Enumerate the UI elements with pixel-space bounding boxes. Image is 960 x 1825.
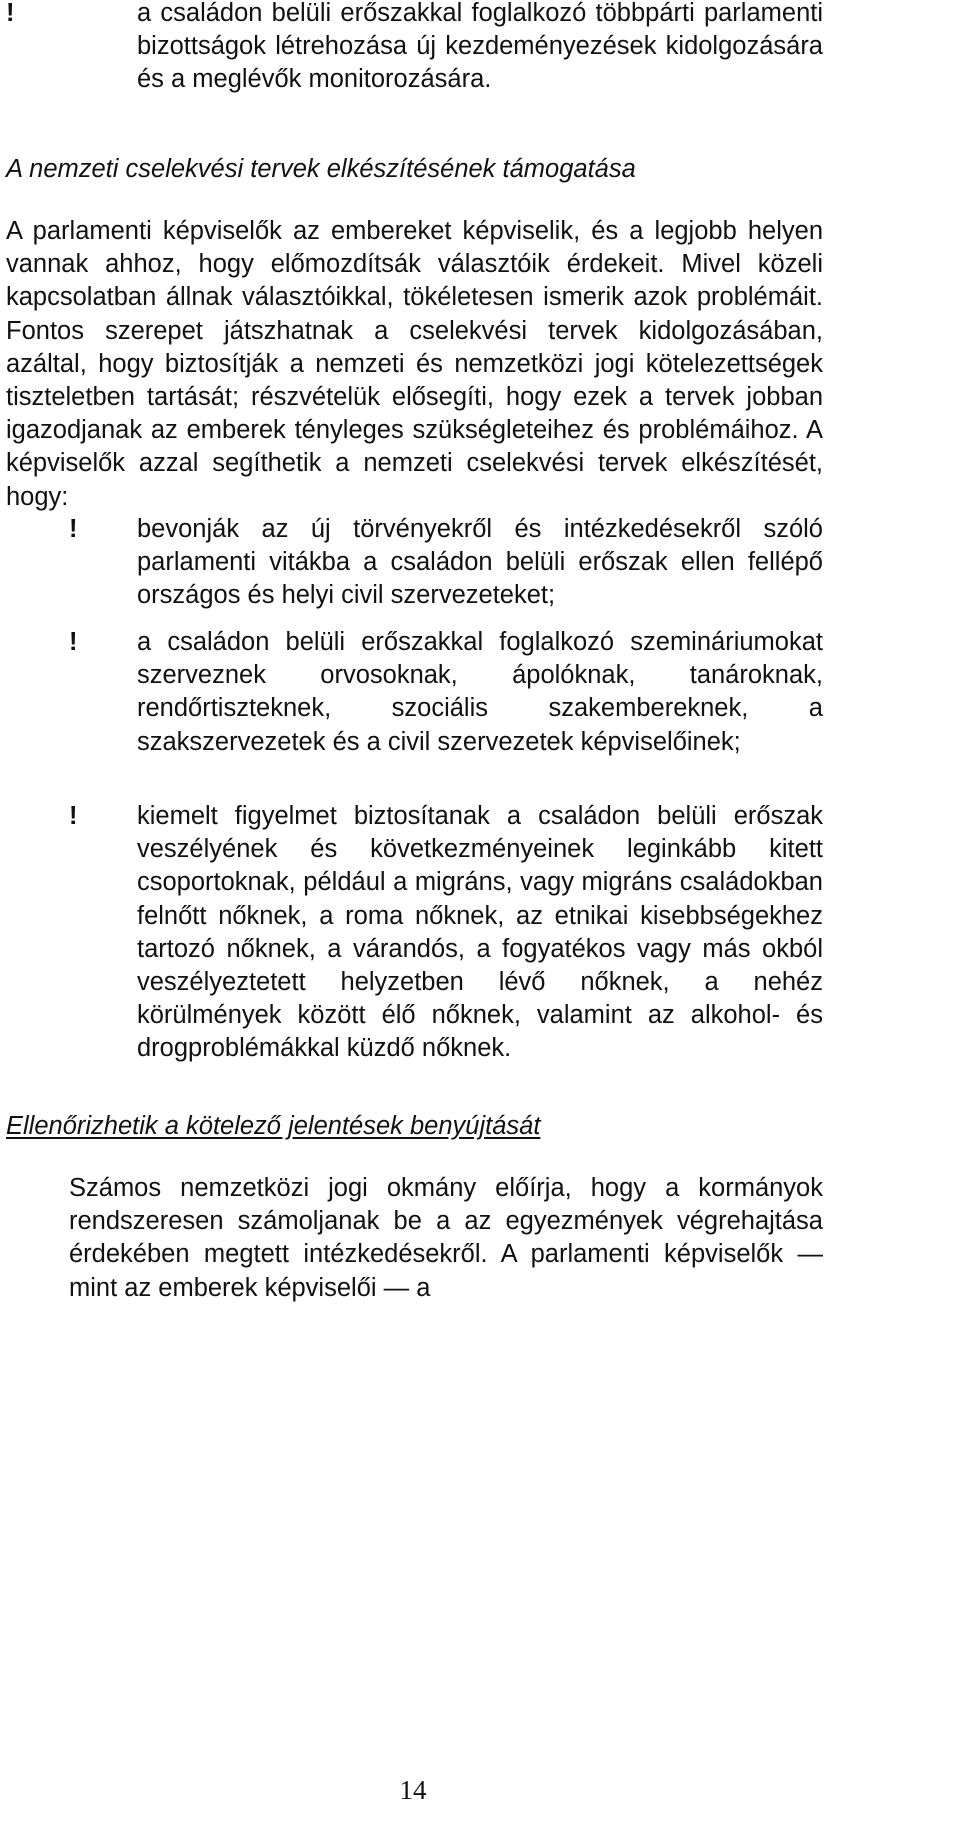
section-heading-text: Ellenőrizhetik a kötelező jelentések benyújtását — [6, 1112, 541, 1140]
page-number: 14 — [399, 1775, 427, 1805]
bullet-item-text: a családon belüli erőszakkal foglalkozó többpárti parlamenti bizottságok létrehozása új kezdeményezések kidolgozására és a meglévők monitorozására. — [137, 0, 823, 94]
section-heading — [6, 1110, 540, 1143]
bullet-item-text: bevonják az új törvényekről és intézkedésekről szóló parlamenti vitákba a családon belüli erőszak ellen fellépő országos és helyi civil szervezeteket; — [137, 515, 823, 610]
body-paragraph: A parlamenti képviselők az embereket képviselik, és a legjobb helyen vannak ahhoz, hogy előmozdítsák választóik érdekeit. Mivel közeli kapcsolatban állnak választóikkal, tökéletesen ismerik azok problémáit. Fontos szerepet játszhatnak a cselekvési tervek kidolgozásában, azáltal, hogy biztosítják a nemzeti és nemzetközi jogi kötelezettségek tiszteletben tartását; részvételük elősegíti, hogy ezek a tervek jobban igazodjanak az emberek tényleges szükségleteihez és problémáihoz. A képviselők azzal segíthetik a nemzeti cselekvési tervek elkészítését, hogy: — [6, 217, 823, 511]
bullet-item-text: kiemelt figyelmet biztosítanak a családon belüli erőszak veszélyének és következményeinek leginkább kitett csoportoknak, például a migráns, vagy migráns családokban felnőtt nőknek, a roma nőknek, az etnikai kisebbségekhez tartozó nőknek, a várandós, a fogyatékos vagy más okból veszélyeztetett helyzetben lévő nőknek, a nehéz körülmények között élő nőknek, valamint az alkohol- és drogproblémákkal küzdő nőknek. — [137, 802, 823, 1063]
bullet-marker: ! — [69, 628, 78, 656]
bullet-marker: ! — [69, 515, 78, 543]
body-paragraph: Számos nemzetközi jogi okmány előírja, hogy a kormányok rendszeresen számoljanak be a az egyezmények végrehajtása érdekében megtett intézkedésekről. A parlamenti képviselők — mint az emberek képviselői — a — [69, 1174, 823, 1302]
bullet-marker: ! — [6, 0, 15, 27]
bullet-item-text: a családon belüli erőszakkal foglalkozó szemináriumokat szerveznek orvosoknak, ápolóknak, tanároknak, rendőrtiszteknek, szociális szakembereknek, a szakszervezetek és a civil szervezetek képviselőinek; — [137, 628, 823, 756]
bullet-marker: ! — [69, 802, 78, 830]
section-heading: A nemzeti cselekvési tervek elkészítésének támogatása — [6, 155, 636, 183]
